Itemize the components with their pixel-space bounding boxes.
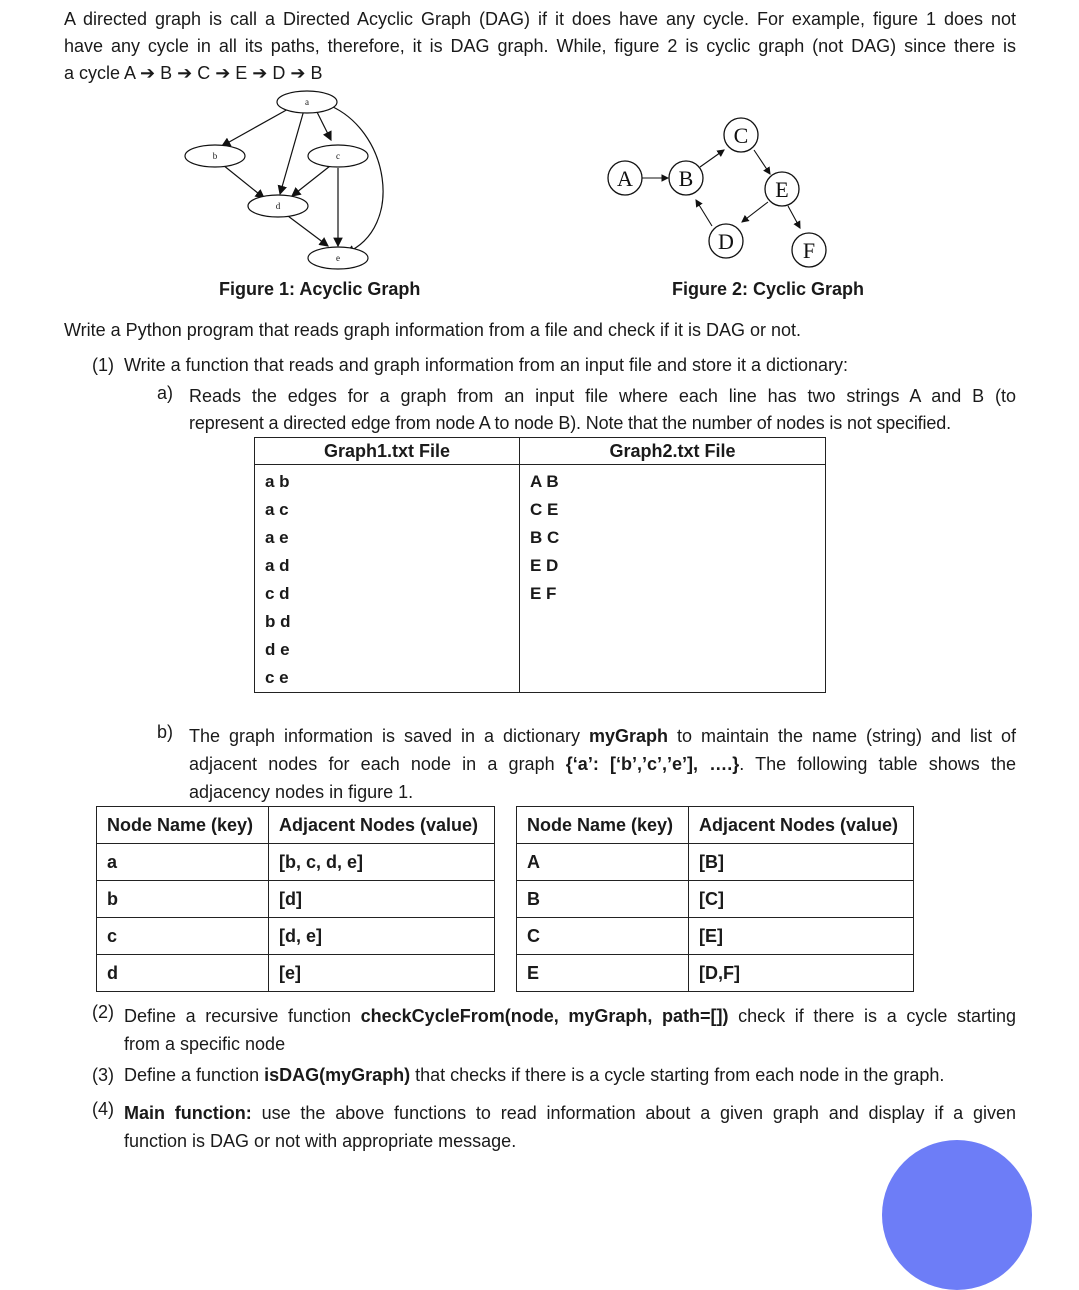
step2-line-2: from a specific node — [124, 1034, 286, 1054]
table-row — [97, 881, 495, 918]
adj2-key: C — [517, 918, 689, 955]
step4-line-2: function is DAG or not with appropriate message. — [124, 1131, 517, 1151]
f1-label-c: c — [336, 151, 340, 161]
adj2-value: [E] — [689, 918, 914, 955]
step1b-line-3: adjacency nodes in figure 1. — [189, 782, 414, 802]
step2-number: (2) — [92, 1002, 114, 1022]
graph1-edges-cell — [255, 465, 520, 693]
step2-line-1 — [124, 1002, 1016, 1030]
graph2-edge: E D — [530, 556, 559, 575]
step2-post: check if there is a cycle starting — [728, 1006, 1017, 1026]
graph-files-table — [254, 437, 826, 693]
step3-text — [124, 1065, 944, 1086]
mygraph-term: myGraph — [589, 726, 669, 746]
step1b-line-2 — [189, 750, 1016, 778]
f2-label-F: F — [802, 238, 816, 263]
task-text: Write a Python program that reads graph information from a file and check if it is DAG or not. — [64, 320, 801, 340]
figure2-diagram — [600, 112, 840, 274]
adj2-key: B — [517, 881, 689, 918]
table-row — [97, 955, 495, 992]
adj2-value-header: Adjacent Nodes (value) — [689, 807, 914, 844]
adj2-key: A — [517, 844, 689, 881]
checkcyclefrom-signature: checkCycleFrom(node, myGraph, path=[]) — [360, 1006, 729, 1026]
figure2-caption: Figure 2: Cyclic Graph — [672, 279, 865, 299]
step3-post: that checks if there is a cycle starting from each node in the graph. — [410, 1065, 945, 1085]
graph2-edges-cell — [520, 465, 826, 693]
dict-example: {‘a’: [‘b’,’c’,’e’], ….} — [565, 754, 740, 774]
adj2-key: E — [517, 955, 689, 992]
step1b-label: b) — [157, 722, 174, 742]
isdag-signature: isDAG(myGraph) — [264, 1065, 411, 1085]
graph1-file-header: Graph1.txt File — [255, 438, 520, 465]
intro-line-3: a cycle A ➔ B ➔ C ➔ E ➔ D ➔ B — [64, 63, 323, 83]
step1a-text — [189, 383, 1016, 437]
step1a-line-1: Reads the edges for a graph from an input file where each line has two strings A and B (to — [189, 386, 1016, 406]
table-row — [517, 955, 914, 992]
step4-text — [124, 1099, 1016, 1155]
step1b-line-1 — [189, 722, 1016, 750]
step4-number: (4) — [92, 1099, 114, 1119]
step1b-line2-pre: adjacent nodes for each node in a graph — [189, 754, 566, 774]
step1-text: Write a function that reads and graph information from an input file and store it a dictionary: — [124, 355, 849, 375]
table-row — [97, 844, 495, 881]
graph1-edge: c d — [265, 584, 290, 603]
adj1-value: [d] — [269, 881, 495, 918]
step1b-line1-post: to maintain the name (string) and list of — [668, 726, 1016, 746]
adj1-key: d — [97, 955, 269, 992]
step1b-line1-pre: The graph information is saved in a dictionary — [189, 726, 589, 746]
adj1-value: [d, e] — [269, 918, 495, 955]
f1-label-d: d — [275, 201, 281, 211]
step3-number: (3) — [92, 1065, 114, 1085]
adj2-value: [D,F] — [689, 955, 914, 992]
step4-line-1 — [124, 1099, 1016, 1127]
adj2-value: [B] — [689, 844, 914, 881]
f1-label-a: a — [305, 97, 309, 107]
graph2-edge: E F — [530, 584, 557, 603]
f2-label-C: C — [733, 123, 749, 148]
adjacency-table-figure2 — [516, 806, 914, 992]
table-row — [97, 918, 495, 955]
adj1-value: [b, c, d, e] — [269, 844, 495, 881]
adj2-key-header: Node Name (key) — [517, 807, 689, 844]
decorative-blob — [882, 1140, 1032, 1290]
step3-pre: Define a function — [124, 1065, 265, 1085]
adj1-key: c — [97, 918, 269, 955]
main-function-label: Main function: — [124, 1103, 252, 1123]
f1-label-e: e — [336, 253, 340, 263]
table-row — [517, 881, 914, 918]
step1b-line2-post: . The following table shows the — [739, 754, 1016, 774]
adj1-key-header: Node Name (key) — [97, 807, 269, 844]
step1a-label: a) — [157, 383, 174, 403]
adj1-value-header: Adjacent Nodes (value) — [269, 807, 495, 844]
intro-line-2: have any cycle in all its paths, therefore, it is DAG graph. While, figure 2 is cyclic graph (not DAG) since there is — [64, 36, 1016, 56]
graph2-edge: B C — [530, 528, 560, 547]
table-row — [517, 844, 914, 881]
intro-line-1: A directed graph is call a Directed Acyclic Graph (DAG) if it does have any cycle. For example, figure 1 does not — [64, 9, 1016, 29]
graph1-edge: a d — [265, 556, 290, 575]
graph1-edge: a c — [265, 500, 289, 519]
f2-label-B: B — [678, 166, 694, 191]
adjacency-table-figure1 — [96, 806, 495, 992]
figure1-caption: Figure 1: Acyclic Graph — [219, 279, 421, 299]
graph1-edge: a e — [265, 528, 289, 547]
adj2-value: [C] — [689, 881, 914, 918]
adj1-key: b — [97, 881, 269, 918]
adj1-key: a — [97, 844, 269, 881]
table-row — [517, 918, 914, 955]
step1b-text — [189, 722, 1016, 806]
f1-label-b: b — [212, 151, 218, 161]
intro-paragraph — [64, 6, 1016, 87]
graph1-edge: c e — [265, 668, 289, 687]
figure1-diagram — [180, 88, 410, 274]
f2-label-D: D — [718, 229, 734, 254]
graph1-edge: b d — [265, 612, 291, 631]
graph2-file-header: Graph2.txt File — [520, 438, 826, 465]
graph1-edge: d e — [265, 640, 290, 659]
graph2-edge: C E — [530, 500, 559, 519]
step2-text — [124, 1002, 1016, 1058]
step2-pre: Define a recursive function — [124, 1006, 361, 1026]
step1a-line-2: represent a directed edge from node A to node B). Note that the number of nodes is not specified. — [189, 413, 951, 433]
graph1-edge: a b — [265, 472, 290, 491]
f2-label-A: A — [617, 166, 633, 191]
f2-label-E: E — [775, 177, 789, 202]
step4-post: use the above functions to read information about a given graph and display if a given — [251, 1103, 1016, 1123]
adj1-value: [e] — [269, 955, 495, 992]
step1-number: (1) — [92, 355, 114, 375]
graph2-edge: A B — [530, 472, 559, 491]
